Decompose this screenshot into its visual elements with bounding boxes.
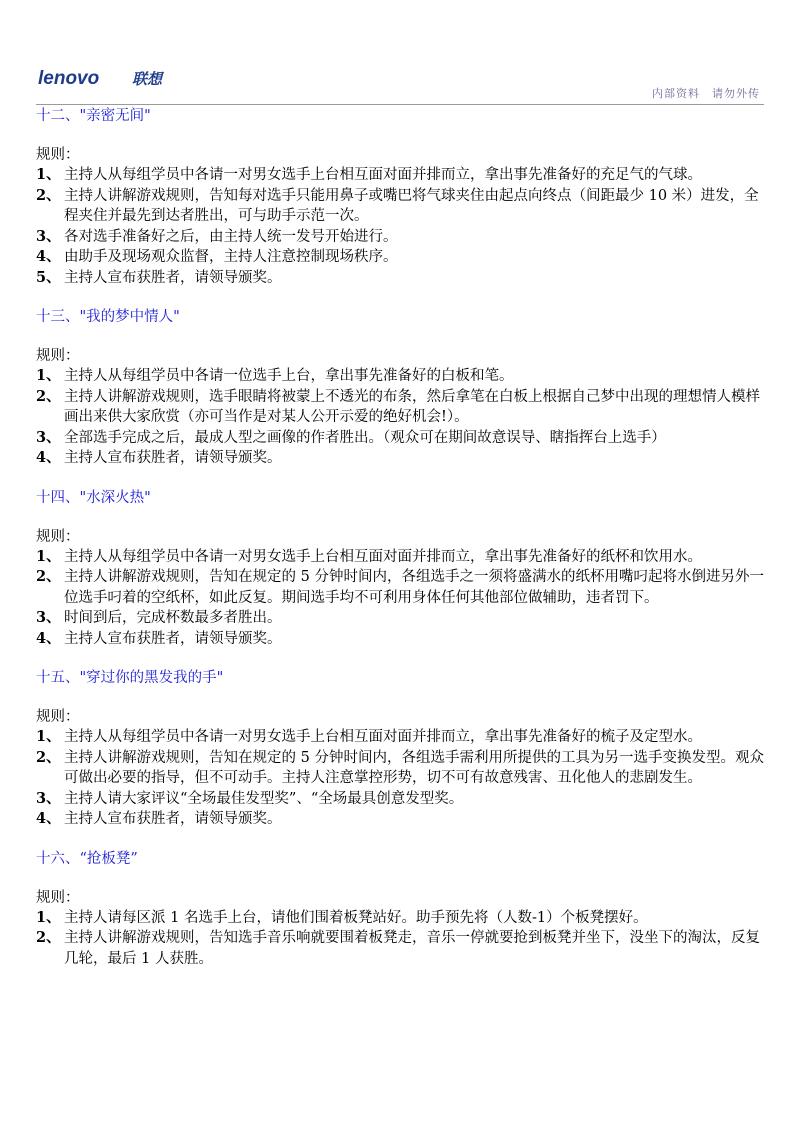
document-body — [36, 106, 772, 969]
rule-text: 主持人讲解游戏规则，选手眼睛将被蒙上不透光的布条，然后拿笔在白板上根据自己梦中出现的理想情人模样画出来供大家欣赏（亦可当作是对某人公开示爱的绝好机会!）。 — [64, 388, 760, 425]
rule-number: 4、 — [36, 810, 61, 827]
rule-number: 4、 — [36, 629, 61, 647]
rule-number: 1、 — [36, 728, 61, 745]
rule-text: 主持人从每组学员中各请一对男女选手上台相互面对面并排而立，拿出事先准备好的充足气的气球。 — [64, 167, 702, 183]
rule-number: 2、 — [36, 568, 61, 585]
section-title: 十六、“抢板凳” — [36, 850, 138, 867]
rules-label: 规则： — [36, 147, 80, 163]
rule-item — [36, 448, 772, 469]
rule-number: 3、 — [36, 227, 61, 245]
rule-text: 全部选手完成之后，最成人型之画像的作者胜出。（观众可在期间故意误导、瞎指挥台上选手） — [64, 429, 666, 446]
rule-number: 1、 — [36, 367, 61, 384]
rules-label: 规则： — [36, 889, 80, 906]
rules-label: 规则： — [36, 709, 80, 725]
rule-text: 主持人讲解游戏规则，告知在规定的 5 分钟时间内，各组选手之一须将盛满水的纸杯用嘴叼起将水倒进另外一位选手叼着的空纸杯，如此反复。期间选手均不可利用身体任何其他部位做辅助，违者罚下。 — [64, 569, 764, 606]
svg-text:lenovo: lenovo — [38, 68, 100, 89]
rule-text: 主持人请每区派 1 名选手上台，请他们围着板凳站好。助手预先将（人数-1）个板凳摆好。 — [64, 909, 648, 926]
rule-item — [36, 629, 772, 650]
rule-text: 主持人从每组学员中各请一对男女选手上台相互面对面并排而立，拿出事先准备好的梳子及定型水。 — [64, 729, 702, 745]
rule-item — [36, 809, 772, 830]
rule-text: 各对选手准备好之后，由主持人统一发号开始进行。 — [64, 228, 398, 245]
rule-number: 4、 — [36, 248, 61, 265]
rule-item — [36, 186, 772, 227]
rule-item — [36, 165, 772, 186]
rule-item — [36, 608, 772, 629]
rule-text: 时间到后，完成杯数最多者胜出。 — [64, 610, 282, 626]
rule-item — [36, 366, 772, 387]
rule-number: 3、 — [36, 428, 61, 446]
rule-item — [36, 387, 772, 428]
rule-item — [36, 748, 772, 789]
rule-item — [36, 428, 772, 449]
rule-number: 1、 — [36, 547, 61, 565]
rule-number: 2、 — [36, 387, 61, 405]
game-section — [36, 488, 772, 650]
rule-number: 1、 — [36, 908, 61, 926]
rule-number: 3、 — [36, 789, 61, 807]
rule-text: 主持人宣布获胜者，请领导颁奖。 — [64, 269, 282, 286]
rule-item — [36, 789, 772, 810]
rule-item — [36, 908, 772, 929]
rule-text: 主持人宣布获胜者，请领导颁奖。 — [64, 811, 282, 827]
page-header — [36, 66, 764, 105]
rule-item — [36, 247, 772, 268]
game-section — [36, 668, 772, 830]
rule-text: 由助手及现场观众监督，主持人注意控制现场秩序。 — [64, 249, 398, 265]
rule-item — [36, 928, 772, 969]
rule-number: 3、 — [36, 609, 61, 626]
rule-item — [36, 567, 772, 608]
rule-item — [36, 268, 772, 289]
confidential-notice: 内部资料 请勿外传 — [652, 87, 760, 100]
section-title: 十二、"亲密无间" — [36, 108, 151, 124]
rule-number: 4、 — [36, 449, 61, 466]
rule-item — [36, 547, 772, 568]
section-title: 十四、"水深火热" — [36, 489, 151, 506]
svg-text:联想: 联想 — [132, 70, 163, 88]
section-title: 十三、"我的梦中情人" — [36, 309, 180, 325]
rule-text: 主持人从每组学员中各请一位选手上台，拿出事先准备好的白板和笔。 — [64, 368, 514, 384]
rule-item — [36, 227, 772, 248]
section-title: 十五、"穿过你的黑发我的手" — [36, 670, 224, 686]
lenovo-logo — [38, 66, 188, 92]
rule-number: 5、 — [36, 268, 61, 286]
rule-text: 主持人宣布获胜者，请领导颁奖。 — [64, 450, 282, 466]
rule-text: 主持人宣布获胜者，请领导颁奖。 — [64, 630, 282, 647]
rule-text: 主持人请大家评议“全场最佳发型奖”、“全场最具创意发型奖。 — [64, 790, 464, 807]
rule-text: 主持人讲解游戏规则，告知每对选手只能用鼻子或嘴巴将气球夹住由起点向终点（间距最少 10 米）进发，全程夹住并最先到达者胜出，可与助手示范一次。 — [64, 187, 759, 224]
rules-label: 规则： — [36, 528, 80, 545]
rule-number: 2、 — [36, 186, 61, 204]
rule-text: 主持人讲解游戏规则，告知选手音乐响就要围着板凳走，音乐一停就要抢到板凳并坐下，没坐下的淘汰，反复几轮，最后 1 人获胜。 — [64, 930, 760, 967]
game-section — [36, 106, 772, 288]
game-section — [36, 307, 772, 469]
rule-item — [36, 727, 772, 748]
game-section — [36, 849, 772, 970]
rule-text: 主持人从每组学员中各请一对男女选手上台相互面对面并排而立，拿出事先准备好的纸杯和饮用水。 — [64, 548, 702, 565]
rules-label: 规则： — [36, 348, 80, 364]
rule-number: 1、 — [36, 166, 61, 183]
rule-number: 2、 — [36, 748, 61, 766]
rule-number: 2、 — [36, 929, 61, 946]
rule-text: 主持人讲解游戏规则，告知在规定的 5 分钟时间内，各组选手需利用所提供的工具为另一选手变换发型。观众可做出必要的指导，但不可动手。主持人注意掌控形势，切不可有故意残害、丑化他人的悲剧发生。 — [64, 749, 764, 786]
